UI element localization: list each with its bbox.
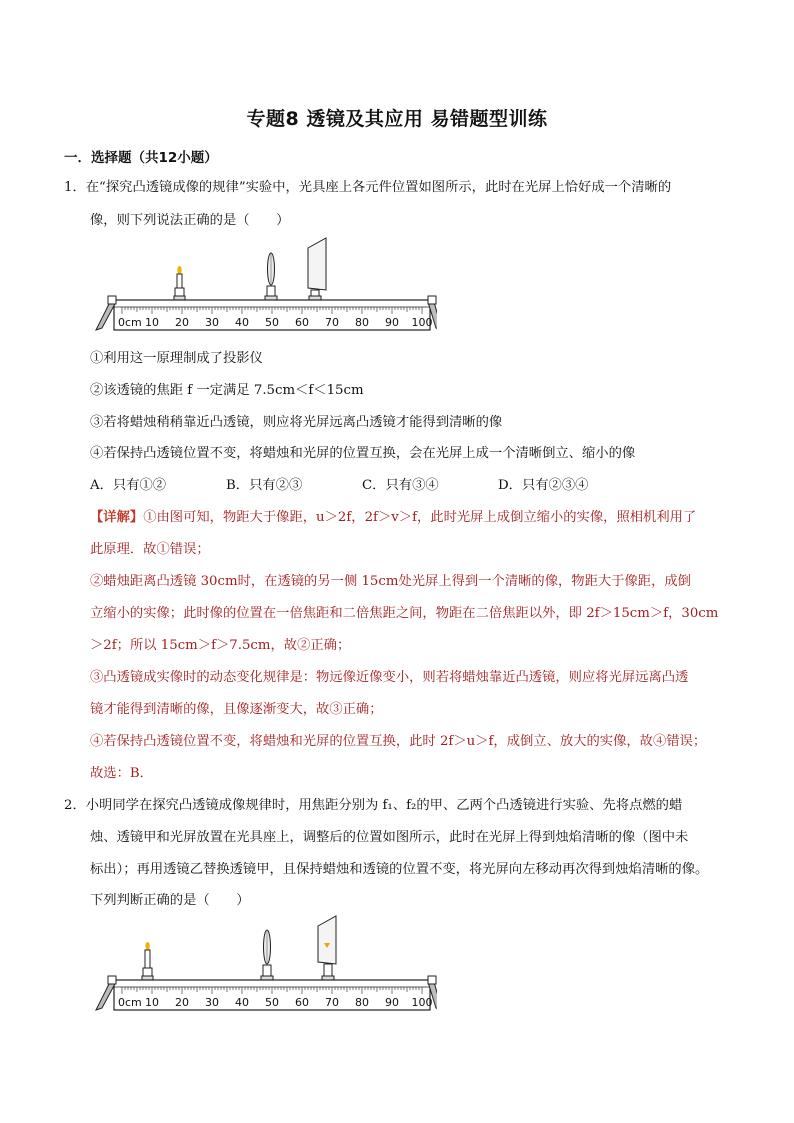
q2-optical-bench-figure [92, 912, 437, 1017]
q1-detail-line-3: ②蜡烛距离凸透镜 30cm时，在透镜的另一侧 15cm处光屏上得到一个清晰的像，物距大于像距，成倒 [90, 574, 691, 589]
q1-statement-1: ①利用这一原理制成了投影仪 [90, 351, 263, 366]
section-heading: 一．选择题（共12小题） [64, 150, 218, 166]
q2-scale-label: 90 [385, 996, 399, 1009]
q2-stem-line-2: 烛、透镜甲和光屏放置在光具座上，调整后的位置如图所示，此时在光屏上得到烛焰清晰的像（图中未 [90, 830, 689, 845]
q2-scale-label: 20 [175, 996, 189, 1009]
convex-lens-icon [265, 253, 277, 300]
q1-scale-label: 60 [295, 316, 309, 329]
q1-detail-line-4: 立缩小的实像；此时像的位置在一倍焦距和二倍焦距之间，物距在二倍焦距以外，即 2f＞15cm＞f，30cm [90, 606, 719, 621]
q1-scale-label: 40 [235, 316, 249, 329]
q1-detail-line-8: ④若保持凸透镜位置不变，将蜡烛和光屏的位置互换，此时 2f＞u＞f，成倒立、放大的实像，故④错误； [90, 734, 707, 749]
q1-detail-line-6: ③凸透镜成实像时的动态变化规律是：物远像近像变小，则若将蜡烛靠近凸透镜，则应将光屏远离凸透 [90, 670, 689, 685]
q1-statement-2: ②该透镜的焦距 f 一定满足 7.5cm＜f＜15cm [90, 383, 364, 398]
q2-scale-label: 10 [145, 996, 159, 1009]
q1-detail-line-9: 故选：B． [90, 766, 153, 781]
q2-scale-label: 30 [205, 996, 219, 1009]
light-screen-icon [318, 916, 336, 980]
detail-tag: 【详解】 [90, 510, 144, 525]
q2-scale-label: 80 [355, 996, 369, 1009]
q1-detail-line-2: 此原理．故①错误； [90, 542, 210, 557]
convex-lens-icon [261, 930, 273, 980]
q2-scale-label: 40 [235, 996, 249, 1009]
q1-scale-label: 90 [385, 316, 399, 329]
q1-scale-label: 80 [355, 316, 369, 329]
q2-stem-line-1: 2．小明同学在探究凸透镜成像规律时，用焦距分别为 f₁、f₂的甲、乙两个凸透镜进行实验、先将点燃的蜡 [64, 798, 683, 813]
q2-scale-label: 50 [265, 996, 279, 1009]
q2-scale-label: 0cm [118, 996, 142, 1009]
q2-scale-label: 100 [411, 996, 433, 1009]
q1-scale-label: 20 [175, 316, 189, 329]
q1-optical-bench-figure [92, 232, 437, 337]
q1-option-a: A．只有①② [90, 478, 167, 493]
q1-scale-label: 100 [411, 316, 433, 329]
q1-stem-line-2: 像，则下列说法正确的是（ ） [90, 213, 290, 228]
q1-scale-label: 10 [145, 316, 159, 329]
q1-statement-4: ④若保持凸透镜位置不变，将蜡烛和光屏的位置互换，会在光屏上成一个清晰倒立、缩小的像 [90, 446, 636, 461]
candle-icon [142, 942, 153, 980]
q2-scale-label: 70 [325, 996, 339, 1009]
q1-scale-label: 50 [265, 316, 279, 329]
q1-scale-label: 70 [325, 316, 339, 329]
q1-option-b: B．只有②③ [226, 478, 303, 493]
q1-statement-3: ③若将蜡烛稍稍靠近凸透镜，则应将光屏远离凸透镜才能得到清晰的像 [90, 415, 503, 430]
q2-stem-line-4: 下列判断正确的是（ ） [90, 893, 250, 908]
candle-icon [174, 266, 185, 300]
q1-detail-line-7: 镜才能得到清晰的像，且像逐渐变大，故③正确； [90, 702, 383, 717]
q2-stem-line-3: 标出）；再用透镜乙替换透镜甲，且保持蜡烛和透镜的位置不变，将光屏向左移动再次得到烛焰清晰的像。 [90, 862, 709, 877]
q2-scale-label: 60 [295, 996, 309, 1009]
q1-scale-label: 30 [205, 316, 219, 329]
q1-scale-label: 0cm [118, 316, 142, 329]
q1-option-d: D．只有②③④ [498, 478, 589, 493]
page-title: 专题8 透镜及其应用 易错题型训练 [246, 108, 548, 130]
q1-detail-line-5: ＞2f；所以 15cm＞f＞7.5cm，故②正确； [90, 638, 351, 653]
q1-option-c: C．只有③④ [362, 478, 439, 493]
q1-detail-line-1: ①由图可知，物距大于像距，u＞2f，2f＞v＞f，此时光屏上成倒立缩小的实像，照相机利用了 [143, 510, 697, 525]
q1-stem-line-1: 1．在“探究凸透镜成像的规律”实验中，光具座上各元件位置如图所示，此时在光屏上恰好成一个清晰的 [64, 180, 672, 195]
light-screen-icon [308, 238, 326, 300]
